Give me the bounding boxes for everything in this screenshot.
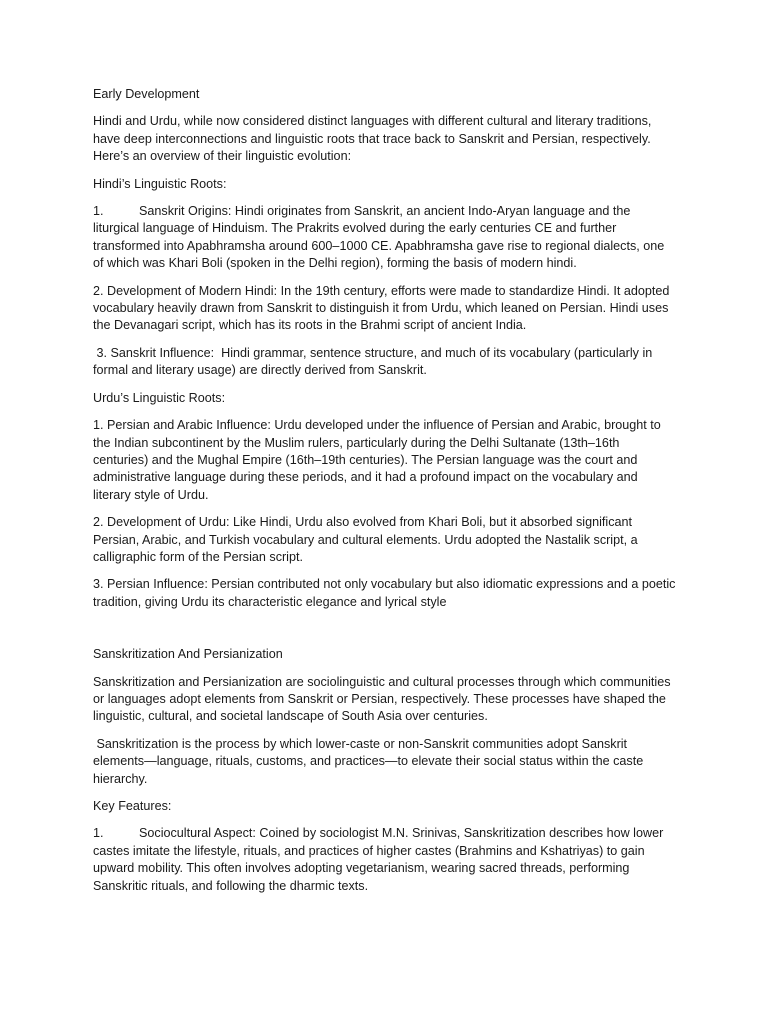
- list-item-urdu-3: 3. Persian Influence: Persian contributed not only vocabulary but also idiomatic expressions and a poetic tradition, giving Urdu its characteristic elegance and lyrical style: [93, 577, 676, 609]
- list-item-text: Sanskrit Origins: Hindi originates from Sanskrit, an ancient Indo-Aryan language and the liturgical language of Hinduism. The Prakrits evolved during the early centuries CE and further transformed into Apabhramsha around 600–1000 CE. Apabhramsha gave rise to regional dialects, one of which was Khari Boli (spoken in the Delhi region), forming the basis of modern hindi.: [93, 204, 665, 271]
- section-title-sanskritization: Sanskritization And Persianization: [93, 647, 283, 662]
- document-body: [93, 86, 677, 905]
- list-number: 1.: [93, 204, 104, 219]
- list-item-hindi-2: 2. Development of Modern Hindi: In the 19th century, efforts were made to standardize Hindi. It adopted vocabulary heavily drawn from Sanskrit to distinguish it from Urdu, which leaned on Persian. Hindi uses the Devanagari script, which has its roots in the Brahmi script of ancient India.: [93, 283, 670, 333]
- list-item-feature-1: [93, 825, 677, 895]
- list-item-urdu-2: 2. Development of Urdu: Like Hindi, Urdu also evolved from Khari Boli, but it absorbed significant Persian, Arabic, and Turkish vocabulary and cultural elements. Urdu adopted the Nastalik script, a calligraphic form of the Persian script.: [93, 515, 638, 564]
- subheading-urdu-roots: Urdu’s Linguistic Roots:: [93, 390, 226, 405]
- list-number: 1.: [93, 826, 104, 841]
- list-item-hindi-1: [93, 203, 677, 273]
- section-title-early-development: Early Development: [93, 87, 200, 101]
- section-spacer: [93, 621, 677, 646]
- paragraph-intro: Hindi and Urdu, while now considered distinct languages with different cultural and literary traditions, have deep interconnections and linguistic roots that trace back to Sanskrit and Persian, respectively. Here’s an overview of their linguistic evolution:: [93, 114, 652, 164]
- paragraph-sanskritization-intro: Sanskritization and Persianization are sociolinguistic and cultural processes through which communities or languages adopt elements from Sanskrit or Persian, respectively. These processes have shaped the linguistic, cultural, and societal landscape of South Asia over centuries.: [93, 674, 671, 724]
- subheading-hindi-roots: Hindi’s Linguistic Roots:: [93, 176, 227, 191]
- list-item-text: Sociocultural Aspect: Coined by sociologist M.N. Srinivas, Sanskritization describes how lower castes imitate the lifestyle, rituals, and practices of higher castes (Brahmins and Kshatriyas) to gain upward mobility. This often involves adopting vegetarianism, wearing sacred threads, performing Sanskritic rituals, and following the dharmic texts.: [93, 826, 664, 893]
- list-item-urdu-1: 1. Persian and Arabic Influence: Urdu developed under the influence of Persian and Arabic, brought to the Indian subcontinent by the Muslim rulers, particularly during the Delhi Sultanate (13th–16th centuries) and the Mughal Empire (16th–19th centuries). The Persian language was the court and administrative language during these periods, and it had a profound impact on the vocabulary and literary style of Urdu.: [93, 418, 661, 502]
- paragraph-sanskritization-definition: Sanskritization is the process by which lower-caste or non-Sanskrit communities adopt Sanskrit elements—language, rituals, customs, and practices—to elevate their social status within the caste hierarchy.: [93, 736, 647, 786]
- list-item-hindi-3: 3. Sanskrit Influence: Hindi grammar, sentence structure, and much of its vocabulary (particularly in formal and literary usage) are directly derived from Sanskrit.: [93, 345, 656, 378]
- subheading-key-features: Key Features:: [93, 799, 172, 813]
